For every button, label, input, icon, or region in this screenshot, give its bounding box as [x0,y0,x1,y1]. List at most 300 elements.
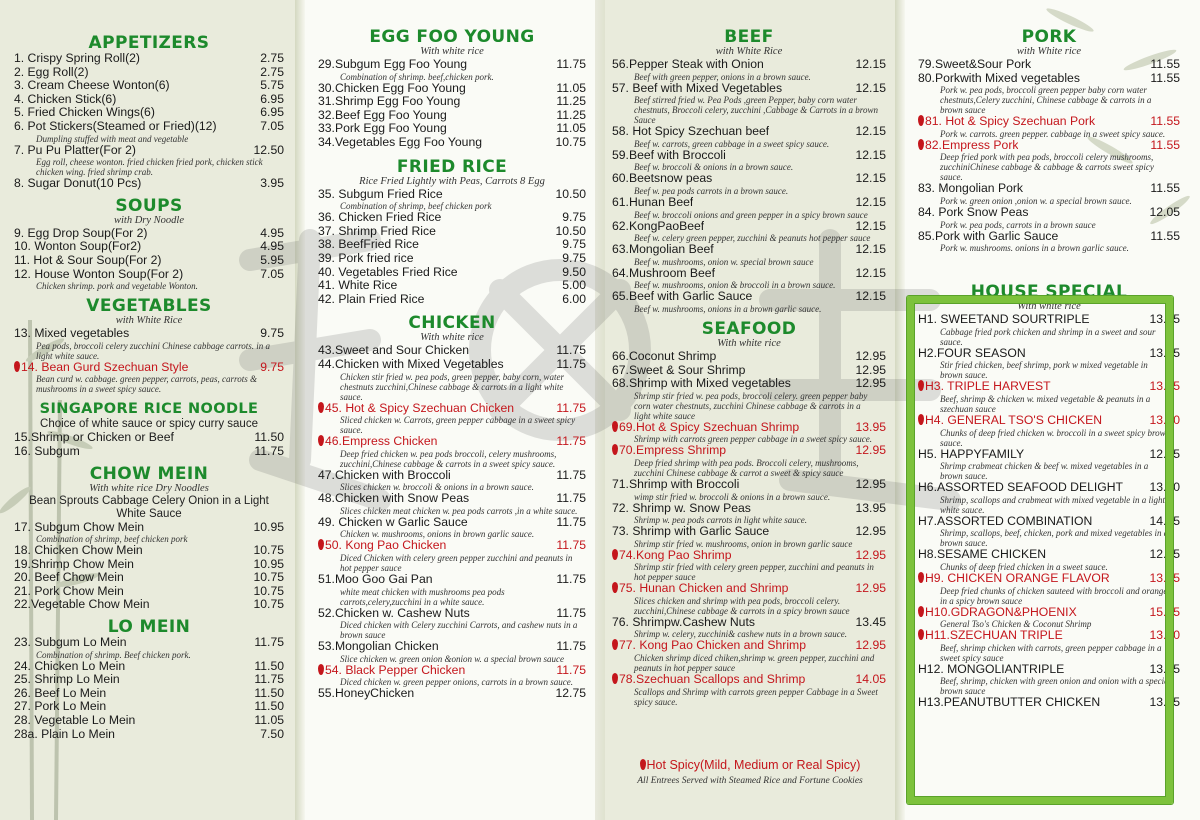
hot-note-text: Hot Spicy(Mild, Medium or Real Spicy) [646,758,861,772]
item-name-text: 12. House Wonton Soup(For 2) [14,267,184,281]
item-name-text: H5. HAPPYFAMILY [918,447,1025,461]
item-name [318,664,465,678]
menu-item [612,421,886,435]
item-price: 11.50 [254,658,284,673]
menu-item [14,254,284,268]
item-price: 11.75 [254,443,284,458]
item-description: Beef stirred fried w. Pea Pods ,green Pepper, baby corn water chestnuts, Broccoli celery, zucchini ,Cabbage & Carrots in a brown Sauce [634,95,878,126]
item-name-text: 43.Sweet and Sour Chicken [318,344,470,358]
item-description: Stir fried chicken, beef shrimp, pork w mixed vegetable in brown sauce. [940,360,1148,381]
menu-item [612,377,886,391]
item-description: Shrimp stir fried w. pea pods, broccoli celery. green pepper baby corn water chestnuts, zucchini Chinese cabbage & carrots in a light white sauce [634,390,868,421]
menu-item [318,492,586,506]
menu-item [14,544,284,558]
item-price: 11.75 [556,467,586,482]
item-price: 11.50 [254,685,284,700]
item-price: 7.05 [260,118,284,133]
item-price: 12.95 [855,547,886,562]
item-description: Beef w. pea pods carrots in a brown sauce. [634,185,789,196]
menu-item [612,267,886,281]
item-name [14,361,188,375]
menu-item [14,636,284,650]
item-name-text: 67.Sweet & Sour Shrimp [612,363,746,377]
beef-subtitle: with White Rice [715,46,783,57]
item-price: 9.75 [562,210,586,225]
item-price: 10.75 [555,134,586,149]
item-price: 11.75 [556,538,586,553]
item-name [612,525,769,539]
item-description: Beef, shrimp chicken with carrots, green pepper cabbage in a sweet spicy sauce [940,642,1162,663]
item-price: 5.75 [260,78,284,93]
menu-item [612,149,886,163]
menu-item [918,230,1180,244]
item-price: 12.95 [855,348,886,363]
item-price: 12.95 [855,443,886,458]
item-name-text: 21. Pork Chow Mein [14,584,124,598]
item-price: 11.05 [556,80,586,95]
item-name-text: 74.Kong Pao Shrimp [619,548,732,562]
item-description: Beef w. celery green pepper, zucchini & peanuts hot pepper sauce [634,233,871,244]
item-description: Chicken stir fried w. pea pods, green pepper, baby corn, water chestnuts zucchini,Chinese cabbage & carrots in a light white sauce. [340,371,564,402]
item-name [318,539,446,553]
item-description: Pork w. pea pods, carrots in a brown sauce [940,219,1096,230]
chowmein-title: CHOW MEIN [89,463,209,484]
eggfoo-subtitle: With white rice [420,46,484,57]
menu-item [318,136,586,150]
singapore-title: SINGAPORE RICE NOODLE [39,401,259,418]
item-price: 11.55 [1150,228,1180,243]
item-name [14,327,129,341]
menu-item [14,66,284,80]
item-description: Beef, shrimp & chicken w. mixed vegetable & peanuts in a szechuan sauce [940,393,1151,414]
item-name [318,344,469,358]
item-description: Pork w. pea pods, broccoli green pepper baby corn water chestnuts,Celery zucchini, Chinese cabbage & carrots in a brown sauce [940,85,1152,116]
item-description: Beef w. broccoli & onions in a brown sauce. [634,162,794,173]
menu-item [14,521,284,535]
item-name-text: 38. BeefFried Rice [318,238,419,252]
column-2 [318,28,586,701]
item-description: Shrimp stir fried w. mushrooms, onion in brown garlic sauce [634,538,853,549]
item-description: Shrimp w. pea pods carrots in light white sauce. [634,515,807,526]
chili-icon [612,639,618,650]
item-name [612,502,751,516]
item-price: 11.55 [1150,70,1180,85]
item-name-text: 52.Chicken w. Cashew Nuts [318,606,470,620]
item-name [14,93,116,107]
item-name-text: 66.Coconut Shrimp [612,349,717,363]
footer-notes [610,758,890,786]
item-name-text: 72. Shrimp w. Snow Peas [612,501,751,515]
menu-item [318,252,586,266]
menu-item [14,660,284,674]
item-price: 11.55 [1150,57,1180,71]
item-price: 12.15 [855,194,886,209]
item-name-text: H11.SZECHUAN TRIPLE [925,629,1063,643]
item-name [318,469,451,483]
item-name [14,714,135,728]
item-name [612,196,693,210]
item-description: wimp stir fried w. broccoli & onions in a brown sauce. [634,491,831,502]
item-name [318,358,504,372]
house-title: HOUSE SPECIAL [970,282,1128,303]
item-name-text: 24. Chicken Lo Mein [14,659,126,673]
item-description: Cabbage fried pork chicken and shrimp in a sweet and sour sauce. [940,326,1156,347]
menu-item [14,144,284,158]
menu-item [14,687,284,701]
item-name-text: 16. Subgum [14,444,80,458]
item-name-text: 47.Chicken with Broccoli [318,468,451,482]
menu-item [14,93,284,107]
menu-item [612,220,886,234]
item-name [14,687,106,701]
menu-item [318,279,586,293]
item-price: 10.75 [253,583,284,598]
item-price: 10.75 [253,597,284,612]
item-name-text: 46.Empress Chicken [325,435,438,449]
menu-item [612,172,886,186]
item-price: 11.75 [556,639,586,654]
item-name [612,377,791,391]
item-price: 13.75 [1149,312,1180,327]
item-name-text: 32.Beef Egg Foo Young [318,108,447,122]
item-name-text: 64.Mushroom Beef [612,266,715,280]
vegetables-subtitle: with White Rice [115,315,183,327]
chili-icon [318,664,324,675]
menu-item [14,240,284,254]
item-description: Scallops and Shrimp with carrots green pepper Cabbage in a Sweet spicy sauce. [634,686,878,707]
item-name [318,640,439,654]
item-name-text: 81. Hot & Spicy Szechuan Pork [925,115,1096,129]
menu-item [612,58,886,72]
menu-item [612,639,886,653]
item-name-text: 30.Chicken Egg Foo Young [318,81,466,95]
item-price: 11.55 [1150,137,1180,152]
item-price: 12.95 [855,362,886,377]
item-name-text: 10. Wonton Soup(For2) [14,240,142,254]
item-name [14,636,126,650]
seafood-subtitle: With white rice [717,337,781,349]
item-price: 10.75 [253,570,284,585]
item-name-text: 65.Beef with Garlic Sauce [612,290,753,304]
item-name [14,585,124,599]
item-name-text: H13.PEANUTBUTTER CHICKEN [918,696,1101,710]
menu-item [612,196,886,210]
item-name [318,136,482,150]
item-name [318,211,441,225]
item-price: 10.75 [253,543,284,558]
item-description: Slices chicken and shrimp with pea pods, broccoli celery. zucchini,Chinese cabbage & carrots in a spicy brown sauce [634,595,850,616]
menu-item [318,188,586,202]
item-price: 12.15 [855,171,886,186]
menu-item [612,502,886,516]
item-name [318,238,419,252]
item-price: 6.95 [260,105,284,120]
item-name-text: 42. Plain Fried Rice [318,292,425,306]
item-description: Combination of shrimp. Beef chicken pork. [36,649,191,660]
item-price: 11.50 [254,699,284,714]
item-name-text: 33.Pork Egg Foo Young [318,122,447,136]
friedrice-title: FRIED RICE [396,156,508,177]
item-name-text: 29.Subgum Egg Foo Young [318,58,468,71]
menu-item [612,549,886,563]
item-price: 7.50 [260,726,284,741]
item-name-text: 82.Empress Pork [925,138,1019,152]
item-price: 14.05 [855,672,886,687]
item-name [318,225,436,239]
menu-item [14,673,284,687]
item-name-text: 28a. Plain Lo Mein [14,727,115,741]
item-name [612,149,726,163]
item-price: 11.55 [1150,181,1180,196]
menu-item [14,585,284,599]
item-name-text: 6. Pot Stickers(Steamed or Fried)(12) [14,119,217,133]
item-description: Shrimp stir fried with celery green pepper, zucchini and peanuts in hot pepper sauce [634,562,874,583]
item-price: 12.95 [855,376,886,391]
item-name-text: H10.GDRAGON&PHOENIX [925,605,1077,619]
menu-item [14,431,284,445]
item-description: Combination of shrimp. beef,chicken pork. [340,71,494,82]
menu-item [14,700,284,714]
chili-icon [14,361,20,372]
item-price: 12.15 [855,124,886,139]
menu-item [318,293,586,307]
menu-item [612,616,886,630]
item-description: Deep fried pork with pea pods, broccoli celery mushrooms, zucchiniChinese cabbage & cabbage & carrots sweet spicy sauce. [940,152,1154,183]
pork-section [918,28,1180,253]
menu-item [14,571,284,585]
item-price: 12.15 [855,242,886,257]
item-name [318,516,468,530]
item-description: Shrimp, scallops, beef, chicken, pork and mixed vegetables in a brown sauce. [940,528,1169,549]
item-name [318,607,470,621]
appetizers-section [14,34,284,191]
menu-item [612,478,886,492]
menu-item [612,673,886,687]
menu-item [612,350,886,364]
menu-item [918,182,1180,196]
item-description: Chicken w. mushrooms, onions in brown garlic sauce. [340,529,535,540]
chili-icon [640,759,646,770]
item-name-text: 60.Beetsnow peas [612,172,713,186]
singapore-subtitle: Choice of white sauce or spicy curry sauce [40,418,258,431]
item-name [14,660,125,674]
vegetables-title: VEGETABLES [86,296,212,317]
item-name [318,95,460,109]
menu-item [318,469,586,483]
hot-note [610,758,890,772]
item-name-text: 40. Vegetables Fried Rice [318,265,458,279]
item-name [918,182,1023,196]
item-name [612,125,769,139]
item-name [918,58,1031,72]
item-name [612,421,799,435]
item-name [14,700,106,714]
item-name [14,728,115,742]
item-name [612,364,745,378]
chili-icon [612,582,618,593]
item-name [14,227,147,241]
item-name-text: 4. Chicken Stick(6) [14,92,117,106]
item-name-text: 69.Hot & Spicy Szechuan Shrimp [619,420,800,434]
menu-item [14,120,284,134]
item-name [612,582,788,596]
item-name-text: 44.Chicken with Mixed Vegetables [318,357,504,371]
item-price: 13.95 [855,419,886,434]
item-name-text: 15.Shrimp or Chicken or Beef [14,431,174,445]
item-description: Beef w. mushrooms, onion & broccoli in a brown sauce. [634,280,836,291]
item-price: 12.15 [855,57,886,71]
item-name-text: 7. Pu Pu Platter(For 2) [14,143,136,157]
served-note: All Entrees Served with Steamed Rice and Fortune Cookies [637,776,863,786]
chili-icon [612,421,618,432]
menu-item [14,361,284,375]
eggfoo-title: EGG FOO YOUNG [369,27,535,47]
item-name-text: 61.Hunan Beef [612,195,694,209]
item-name-text: 36. Chicken Fried Rice [318,211,442,225]
menu-item [318,266,586,280]
item-price: 10.95 [253,519,284,534]
item-name [612,616,755,630]
item-name [318,279,397,293]
chili-icon [918,139,924,150]
item-price: 11.75 [556,57,586,71]
item-name [918,206,1028,220]
item-name-text: 59.Beef with Broccoli [612,148,726,162]
menu-item [612,364,886,378]
item-description: Diced chicken w. green pepper onions, carrots in a brown sauce. [340,677,574,688]
column-3 [612,28,886,707]
menu-item [14,268,284,282]
item-price: 11.05 [556,121,586,136]
soups-subtitle: with Dry Noodle [114,214,184,226]
item-name-text: 1. Crispy Spring Roll(2) [14,52,140,65]
menu-item [318,435,586,449]
item-price: 14.95 [1149,513,1180,528]
lomein-title: LO MEIN [107,617,191,638]
soups-section [14,197,284,291]
item-description: Shrimp w. celery, zucchini& cashew nuts in a brown sauce. [634,629,847,640]
item-name-text: 83. Mongolian Pork [918,182,1024,196]
menu-item [918,58,1180,72]
item-price: 9.75 [260,359,284,374]
item-name [14,673,120,687]
item-price: 12.95 [855,638,886,653]
menu-item [318,640,586,654]
item-name-text: 54. Black Pepper Chicken [325,663,466,677]
menu-item [14,79,284,93]
item-price: 12.75 [1149,547,1180,562]
item-price: 13.05 [1149,570,1180,585]
menu-item [612,290,886,304]
item-name [612,549,731,563]
item-price: 11.25 [556,107,586,122]
item-price: 2.75 [260,51,284,65]
item-description: General Tso's Chicken & Coconut Shrimp [940,619,1092,630]
item-name [612,290,752,304]
menu-item [318,122,586,136]
item-price: 5.00 [562,278,586,293]
item-name-text: 68.Shrimp with Mixed vegetables [612,377,791,391]
item-price: 13.75 [1149,661,1180,676]
item-price: 13.95 [855,500,886,515]
item-price: 13.75 [1149,695,1180,710]
item-name-text: 39. Pork fried rice [318,251,414,265]
appetizers-title: APPETIZERS [88,33,210,53]
chili-icon [918,115,924,126]
item-name-text: 53.Mongolian Chicken [318,640,439,654]
pork-title: PORK [1021,27,1077,47]
menu-item [14,598,284,612]
menu-item [612,582,886,596]
item-description: Beef w. carrots, green cabbage in a sweet spicy sauce. [634,138,830,149]
item-price: 6.95 [260,91,284,106]
menu-item [318,573,586,587]
lomein-section [14,618,284,741]
item-description: Slice chicken w. green onion &onion w. a special brown sauce [340,653,564,664]
chili-icon [612,549,618,560]
item-price: 13.30 [1149,412,1180,427]
item-description: Pork w. carrots. green pepper. cabbage in a sweet spicy sauce. [940,128,1166,139]
item-name-text: H3. TRIPLE HARVEST [925,380,1051,394]
item-name-text: 48.Chicken with Snow Peas [318,492,470,506]
item-name-text: 58. Hot Spicy Szechuan beef [612,125,770,139]
chili-icon [318,539,324,550]
item-price: 10.50 [555,223,586,238]
item-name-text: 9. Egg Drop Soup(For 2) [14,226,148,240]
item-price: 12.75 [555,686,586,701]
item-name [14,521,144,535]
item-price: 11.75 [556,572,586,587]
item-name-text: 26. Beef Lo Mein [14,686,107,700]
item-name [918,139,1018,153]
item-name [318,687,414,701]
item-price: 6.00 [562,291,586,306]
chili-icon [612,444,618,455]
item-description: Sliced chicken w. Carrots, green pepper cabbage in a sweet spicy sauce. [340,415,576,436]
item-name [14,120,217,134]
chicken-title: CHICKEN [408,313,496,334]
item-name [14,144,136,158]
item-name-text: 71.Shrimp with Broccoli [612,477,740,491]
item-price: 4.95 [260,239,284,254]
item-price: 12.50 [253,142,284,157]
item-name [612,82,782,96]
item-name [318,293,424,307]
item-name-text: 80.Porkwith Mixed vegetables [918,71,1080,85]
item-price: 11.75 [556,491,586,506]
menu-item [318,402,586,416]
item-name-text: 23. Subgum Lo Mein [14,636,127,650]
item-name-text: 77. Kong Pao Chicken and Shrimp [619,639,806,653]
eggfoo-section [318,28,586,150]
item-name [14,431,174,445]
menu-item [918,139,1180,153]
chicken-subtitle: With white rice [420,332,484,344]
menu-item [612,525,886,539]
item-name [14,177,141,191]
item-description: Chunks of deep fried chicken in a sweet sauce. [940,561,1108,572]
item-name-text: 22.Vegetable Chow Mein [14,598,150,612]
item-price: 12.15 [855,218,886,233]
item-price: 12.95 [855,524,886,539]
item-price: 13.75 [1149,345,1180,360]
pork-subtitle: with White rice [1016,46,1082,57]
item-name-text: 57. Beef with Mixed Vegetables [612,81,783,95]
vegetables-section [14,297,284,394]
item-description: Shrimp, scallops and crabmeat with mixed vegetable in a lights white sauce. [940,494,1169,515]
item-name-text: 14. Bean Gurd Szechuan Style [21,360,189,374]
item-name [14,445,80,459]
